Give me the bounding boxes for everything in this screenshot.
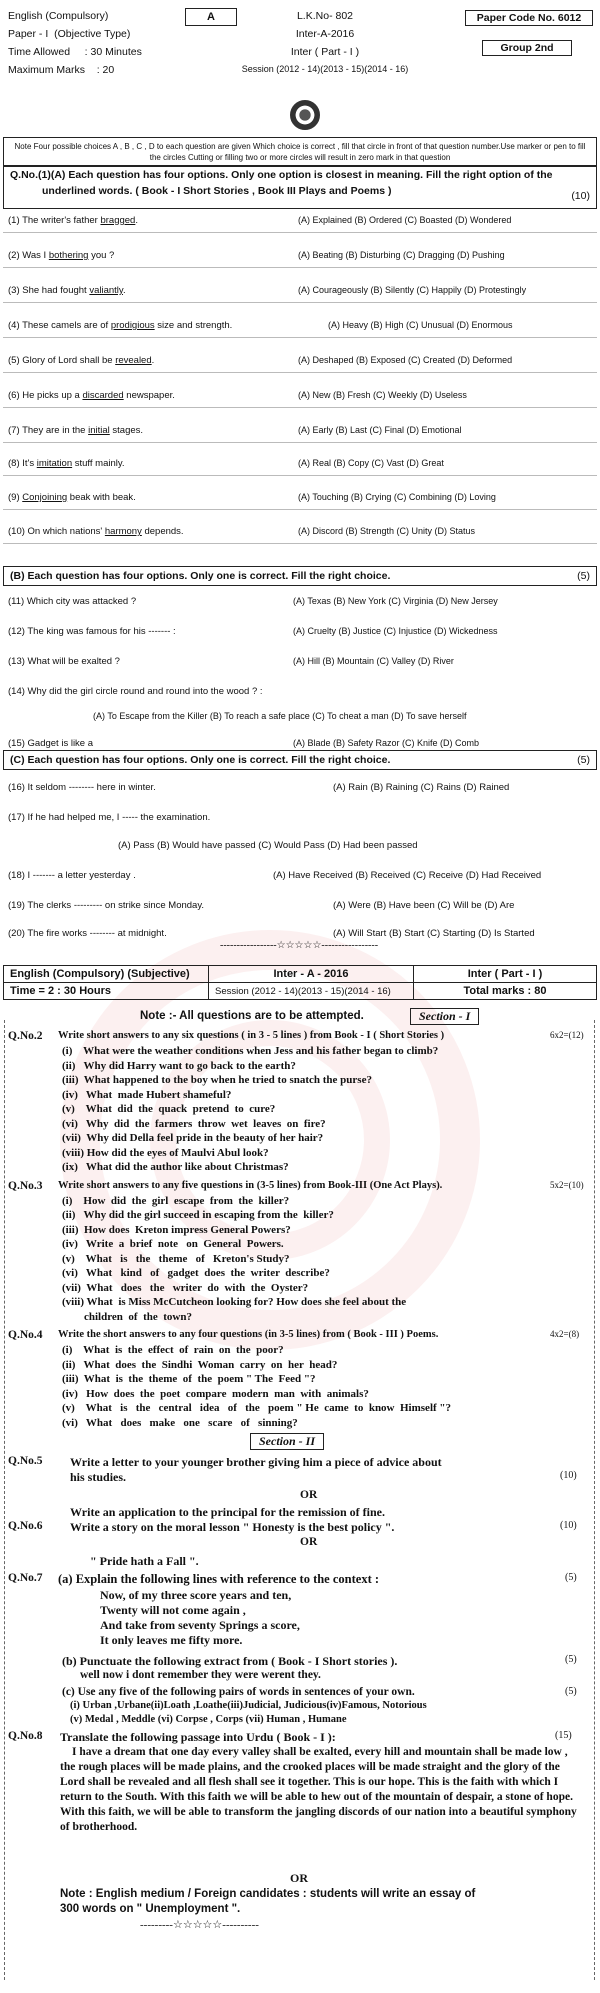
q3-item: (v) What is the theme of Kreton's Study?	[62, 1252, 290, 1265]
question-number: (9)	[8, 492, 23, 503]
question-number: (10)	[8, 526, 28, 537]
q8-note-2: 300 words on " Unemployment ".	[60, 1903, 241, 1915]
mcq-row	[8, 711, 594, 725]
mcq-row	[8, 390, 594, 404]
answer-options: (A) New (B) Fresh (C) Weekly (D) Useless	[298, 390, 467, 400]
q3-item: (iv) Write a brief note on General Powers.	[62, 1238, 284, 1250]
mcq-row	[8, 458, 594, 472]
row-divider	[3, 509, 597, 510]
mcq-row	[8, 492, 594, 506]
q8-passage: I have a dream that one day every valley shall be exalted, every hill and mountain shall be made low , the rough places will be made plains, and the crooked places will be made straight and the glory of the Lord shall be revealed and all flesh shall see it together. This is our hope. This is the faith with which I return to the South. With this faith we will be able to hew out of the mountain of despair, a stone of hope. With this faith, we will be able to transform the jangling discords of our nation into a beautiful symphony of brotherhood.	[60, 1746, 577, 1833]
question-text	[8, 355, 154, 366]
q5-alt: Write an application to the principal for the remission of fine.	[70, 1505, 385, 1519]
q5-prompt-2: his studies.	[70, 1470, 127, 1484]
underlined-word: bragged	[100, 215, 136, 226]
mcq-row	[8, 686, 594, 700]
q5-prompt: Write a letter to your younger brother giving him a piece of advice about	[70, 1455, 442, 1469]
row-divider	[3, 302, 597, 303]
q7c-marks: (5)	[565, 1686, 577, 1697]
question-post: beak with beak.	[67, 492, 136, 503]
answer-options: (A) Real (B) Copy (C) Vast (D) Great	[298, 458, 444, 468]
question-pre: They are in the	[22, 425, 89, 436]
question-post: you ?	[88, 250, 115, 261]
q7a-marks: (5)	[565, 1572, 577, 1583]
lk-number: L.K.No- 802	[296, 10, 354, 22]
answer-options: (A) Early (B) Last (C) Final (D) Emotional	[298, 425, 462, 435]
mcq-row	[8, 526, 594, 540]
mcq-row	[8, 285, 594, 299]
q2-label: Q.No.2	[8, 1030, 43, 1042]
question-post: stuff mainly.	[72, 458, 125, 469]
answer-options: (A) Rain (B) Raining (C) Rains (D) Rained	[333, 782, 510, 793]
question-post: stages.	[109, 425, 144, 436]
q5-label: Q.No.5	[8, 1455, 43, 1467]
subj-part: Inter ( Part - I )	[414, 966, 597, 983]
section-2-label: Section - II	[250, 1433, 324, 1450]
objective-note: Note Four possible choices A , B , C , D to each question are given Which choice is correct , fill that circle in front of that question number.Use marker or pen to fill the circles Cutting or filling two or more circles will result in zero mark in that question	[3, 137, 597, 167]
question-text: (15) Gadget is like a	[8, 738, 94, 749]
section-b-header: (B) Each question has four options. Only one is correct. Fill the right choice. (5)	[3, 566, 597, 586]
mcq-row	[8, 840, 594, 854]
time-allowed: Time Allowed : 30 Minutes	[8, 46, 142, 58]
underlined-word: valiantly	[89, 285, 123, 296]
subject: English (Compulsory)	[8, 10, 109, 22]
question-text: (17) If he had helped me, I ----- the examination.	[8, 812, 211, 823]
row-divider	[3, 442, 597, 443]
answer-options: (A) Hill (B) Mountain (C) Valley (D) River	[293, 656, 454, 666]
q2-item: (ix) What did the author like about Christmas?	[62, 1161, 289, 1173]
q3-marks: 5x2=(10)	[550, 1179, 584, 1190]
question-pre: Glory of Lord shall be	[22, 355, 116, 366]
q4-marks: 4x2=(8)	[550, 1329, 580, 1339]
session: Session (2012 - 14)(2013 - 15)(2014 - 16)	[241, 64, 409, 74]
q7c-words-1: (i) Urban ,Urbane(ii)Loath ,Loathe(iii)Judicial, Judicious(iv)Famous, Notorious	[70, 1700, 427, 1711]
question-text: (18) I ------- a letter yesterday .	[8, 870, 136, 881]
q3-item: (vi) What kind of gadget does the writer describe?	[62, 1267, 330, 1279]
q7-label: Q.No.7	[8, 1572, 43, 1584]
question-text	[8, 215, 138, 226]
row-divider	[3, 267, 597, 268]
question-text	[8, 492, 136, 503]
q3-item: (ii) Why did the girl succeed in escaping from the killer?	[62, 1209, 334, 1221]
paper-code: Paper Code No. 6012	[465, 10, 593, 26]
question-post: size and strength.	[154, 320, 233, 331]
question-pre: These camels are of	[22, 320, 111, 331]
answer-options: (A) Courageously (B) Silently (C) Happily (D) Protestingly	[298, 285, 527, 295]
q3-prompt: Write short answers to any five questions in (3-5 lines) from Book-III (One Act Plays).	[58, 1179, 443, 1191]
mcq-row	[8, 215, 594, 229]
mcq-row	[8, 355, 594, 369]
left-margin-line	[4, 1020, 5, 1980]
q2-marks: 6x2=(12)	[550, 1030, 584, 1040]
q2-item: (iii) What happened to the boy when he tried to snatch the purse?	[62, 1074, 372, 1086]
question-pre: It's	[22, 458, 37, 469]
q2-item: (v) What did the quack pretend to cure?	[62, 1103, 276, 1115]
question-post: .	[151, 355, 155, 366]
subj-session: Session (2012 - 14)(2013 - 15)(2014 - 16)	[209, 983, 414, 1000]
row-divider	[3, 232, 597, 233]
q3-label: Q.No.3	[8, 1179, 43, 1192]
q8-or: OR	[290, 1871, 308, 1885]
question-text: (11) Which city was attacked ?	[8, 596, 137, 607]
q2-item: (ii) Why did Harry want to go back to the earth?	[62, 1059, 296, 1072]
section-a-header: Q.No.(1)(A) Each question has four options. Only one option is closest in meaning. Fill the right option of the underlined words. ( Book - I Short Stories , Book III Plays and Poems ) (10)	[3, 165, 597, 209]
q8-prompt: Translate the following passage into Urdu ( Book - I ):	[60, 1730, 336, 1744]
subjective-end-marker: ---------☆☆☆☆☆----------	[140, 1919, 259, 1931]
row-divider	[3, 475, 597, 476]
q3-item: (viii) What is Miss McCutcheon looking for? How does she feel about the	[62, 1296, 407, 1308]
question-text	[8, 458, 125, 469]
question-pre: Was I	[22, 250, 49, 261]
answer-options: (A) Explained (B) Ordered (C) Boasted (D) Wondered	[298, 215, 512, 225]
mcq-row	[8, 782, 594, 796]
underlined-word: bothering	[48, 250, 89, 261]
question-number: (1)	[8, 215, 23, 226]
answer-options: (A) Have Received (B) Received (C) Receive (D) Had Received	[273, 870, 542, 881]
question-number: (3)	[8, 285, 23, 296]
question-text	[8, 250, 114, 261]
answer-options: (A) To Escape from the Killer (B) To reach a safe place (C) To cheat a man (D) To save herself	[93, 711, 467, 721]
question-text: (20) The fire works -------- at midnight.	[8, 928, 167, 939]
q3-item: children of the town?	[62, 1310, 192, 1323]
q4-label: Q.No.4	[8, 1329, 43, 1341]
q6-or: OR	[300, 1536, 318, 1548]
max-marks: Maximum Marks : 20	[8, 64, 115, 76]
poem-line: Now, of my three score years and ten,	[100, 1588, 292, 1602]
q2-item: (vii) Why did Della feel pride in the beauty of her hair?	[62, 1132, 324, 1144]
q3-item: (i) How did the girl escape from the killer?	[62, 1194, 290, 1207]
answer-options: (A) Discord (B) Strength (C) Unity (D) Status	[298, 526, 476, 536]
answer-options: (A) Pass (B) Would have passed (C) Would Pass (D) Had been passed	[118, 840, 418, 851]
q4-prompt: Write the short answers to any four questions (in 3-5 lines) from ( Book - III ) Poems.	[58, 1329, 439, 1340]
answer-options: (A) Heavy (B) High (C) Unusual (D) Enormous	[328, 320, 513, 330]
question-text	[8, 320, 232, 331]
underlined-word: Conjoining	[22, 492, 68, 503]
question-post: depends.	[141, 526, 184, 537]
q2-item: (viii) How did the eyes of Maulvi Abul look?	[62, 1146, 269, 1159]
q6-alt: " Pride hath a Fall ".	[90, 1554, 199, 1568]
question-text	[8, 390, 175, 401]
objective-header	[0, 0, 600, 150]
group-box: Group 2nd	[482, 40, 572, 56]
q2-prompt: Write short answers to any six questions ( in 3 - 5 lines ) from Book - I ( Short Stories )	[58, 1030, 445, 1041]
section-c-header: (C) Each question has four options. Only one is correct. Fill the right choice. (5)	[3, 750, 597, 770]
q8-note: Note : English medium / Foreign candidates : students will write an essay of	[60, 1888, 476, 1900]
question-text	[8, 285, 126, 296]
answer-options: (A) Will Start (B) Start (C) Starting (D) Is Started	[333, 928, 535, 939]
subj-subject: English (Compulsory) (Subjective)	[4, 966, 209, 983]
question-pre: The writer's father	[22, 215, 101, 226]
answer-options: (A) Cruelty (B) Justice (C) Injustice (D) Wickedness	[293, 626, 498, 636]
question-pre: She had fought	[22, 285, 90, 296]
answer-options: (A) Texas (B) New York (C) Virginia (D) New Jersey	[293, 596, 498, 606]
question-text: (16) It seldom -------- here in winter.	[8, 782, 156, 793]
question-post: .	[122, 285, 126, 296]
q8-label: Q.No.8	[8, 1730, 43, 1742]
row-divider	[3, 407, 597, 408]
q4-item: (i) What is the effect of rain on the poor?	[62, 1344, 284, 1356]
mcq-row	[8, 250, 594, 264]
q6-prompt: Write a story on the moral lesson " Honesty is the best policy ".	[70, 1520, 395, 1534]
answer-options: (A) Were (B) Have been (C) Will be (D) Are	[333, 900, 515, 911]
q4-item: (vi) What does make one scare of sinning?	[62, 1416, 298, 1429]
question-post: .	[135, 215, 138, 226]
right-margin-line	[594, 1020, 595, 1980]
question-text: (14) Why did the girl circle round and round into the wood ? :	[8, 686, 263, 697]
q7c-prompt: (c) Use any five of the following pairs of words in sentences of your own.	[62, 1686, 415, 1698]
q4-item: (iv) How does the poet compare modern man with animals?	[62, 1387, 369, 1400]
underlined-word: initial	[88, 425, 110, 436]
mcq-row	[8, 626, 594, 640]
mcq-row	[8, 870, 594, 884]
question-number: (7)	[8, 425, 23, 436]
section-1-label: Section - I	[410, 1008, 479, 1025]
underlined-word: harmony	[104, 526, 142, 537]
q7b-prompt: (b) Punctuate the following extract from ( Book - I Short stories ).	[62, 1654, 398, 1668]
underlined-word: imitation	[36, 458, 73, 469]
subjective-header-table	[3, 965, 597, 1000]
q7b-text: well now i dont remember they were werent they.	[80, 1669, 321, 1681]
question-number: (4)	[8, 320, 23, 331]
part-title: Inter ( Part - I )	[290, 46, 360, 58]
question-text	[8, 526, 184, 537]
question-text	[8, 425, 143, 436]
question-post: newspaper.	[123, 390, 175, 401]
question-number: (2)	[8, 250, 23, 261]
row-divider	[3, 372, 597, 373]
subj-note: Note :- All questions are to be attempted.	[140, 1010, 364, 1022]
q2-item: (vi) Why did the farmers throw wet leaves on fire?	[62, 1117, 326, 1130]
question-text: (13) What will be exalted ?	[8, 656, 120, 667]
mcq-row	[8, 656, 594, 670]
mcq-row	[8, 596, 594, 610]
q5-or: OR	[300, 1489, 318, 1501]
answer-options: (A) Blade (B) Safety Razor (C) Knife (D) Comb	[293, 738, 480, 748]
underlined-word: discarded	[82, 390, 124, 401]
version-box: A	[185, 8, 237, 26]
answer-options: (A) Beating (B) Disturbing (C) Dragging (D) Pushing	[298, 250, 505, 260]
q2-item: (i) What were the weather conditions when Jess and his father began to climb?	[62, 1045, 439, 1057]
q7a-prompt: (a) Explain the following lines with reference to the context :	[58, 1572, 380, 1586]
q3-item: (iii) How does Kreton impress General Powers?	[62, 1223, 291, 1236]
q7c-words-2: (v) Medal , Meddle (vi) Corpse , Corps (vii) Human , Humane	[70, 1714, 347, 1725]
mcq-row	[8, 812, 594, 826]
q3-item: (vii) What does the writer do with the Oyster?	[62, 1281, 309, 1294]
subj-time: Time = 2 : 30 Hours	[4, 983, 209, 1000]
q7b-marks: (5)	[565, 1654, 577, 1665]
row-divider	[3, 337, 597, 338]
underlined-word: prodigious	[110, 320, 155, 331]
row-divider	[3, 543, 597, 544]
subj-exam: Inter - A - 2016	[209, 966, 414, 983]
poem-line: It only leaves me fifty more.	[100, 1633, 243, 1647]
question-number: (6)	[8, 390, 23, 401]
q4-item: (v) What is the central idea of the poem " He came to know Himself "?	[62, 1402, 452, 1414]
q4-item: (iii) What is the theme of the poem " The Feed "?	[62, 1373, 316, 1385]
q6-marks: (10)	[560, 1520, 577, 1531]
subj-total: Total marks : 80	[414, 983, 597, 1000]
question-text: (19) The clerks --------- on strike since Monday.	[8, 900, 205, 911]
question-pre: He picks up a	[22, 390, 83, 401]
q6-label: Q.No.6	[8, 1520, 43, 1532]
mcq-row	[8, 425, 594, 439]
objective-end-marker: -----------------☆☆☆☆☆-----------------	[220, 940, 379, 951]
q5-marks: (10)	[560, 1470, 577, 1481]
answer-options: (A) Touching (B) Crying (C) Combining (D) Loving	[298, 492, 496, 502]
board-logo-icon	[290, 100, 320, 130]
q2-item: (iv) What made Hubert shameful?	[62, 1088, 232, 1101]
answer-options: (A) Deshaped (B) Exposed (C) Created (D) Deformed	[298, 355, 513, 365]
exam-title: Inter-A-2016	[295, 28, 355, 40]
question-text: (12) The king was famous for his ------- :	[8, 626, 176, 637]
question-pre: On which nations'	[27, 526, 105, 537]
underlined-word: revealed	[115, 355, 152, 366]
q8-marks: (15)	[555, 1730, 572, 1741]
poem-line: And take from seventy Springs a score,	[100, 1618, 300, 1632]
mcq-row	[8, 320, 594, 334]
paper-line: Paper - I (Objective Type)	[8, 28, 131, 40]
q4-item: (ii) What does the Sindhi Woman carry on her head?	[62, 1358, 338, 1371]
poem-line: Twenty will not come again ,	[100, 1603, 246, 1617]
question-number: (8)	[8, 458, 23, 469]
mcq-row	[8, 900, 594, 914]
question-number: (5)	[8, 355, 23, 366]
